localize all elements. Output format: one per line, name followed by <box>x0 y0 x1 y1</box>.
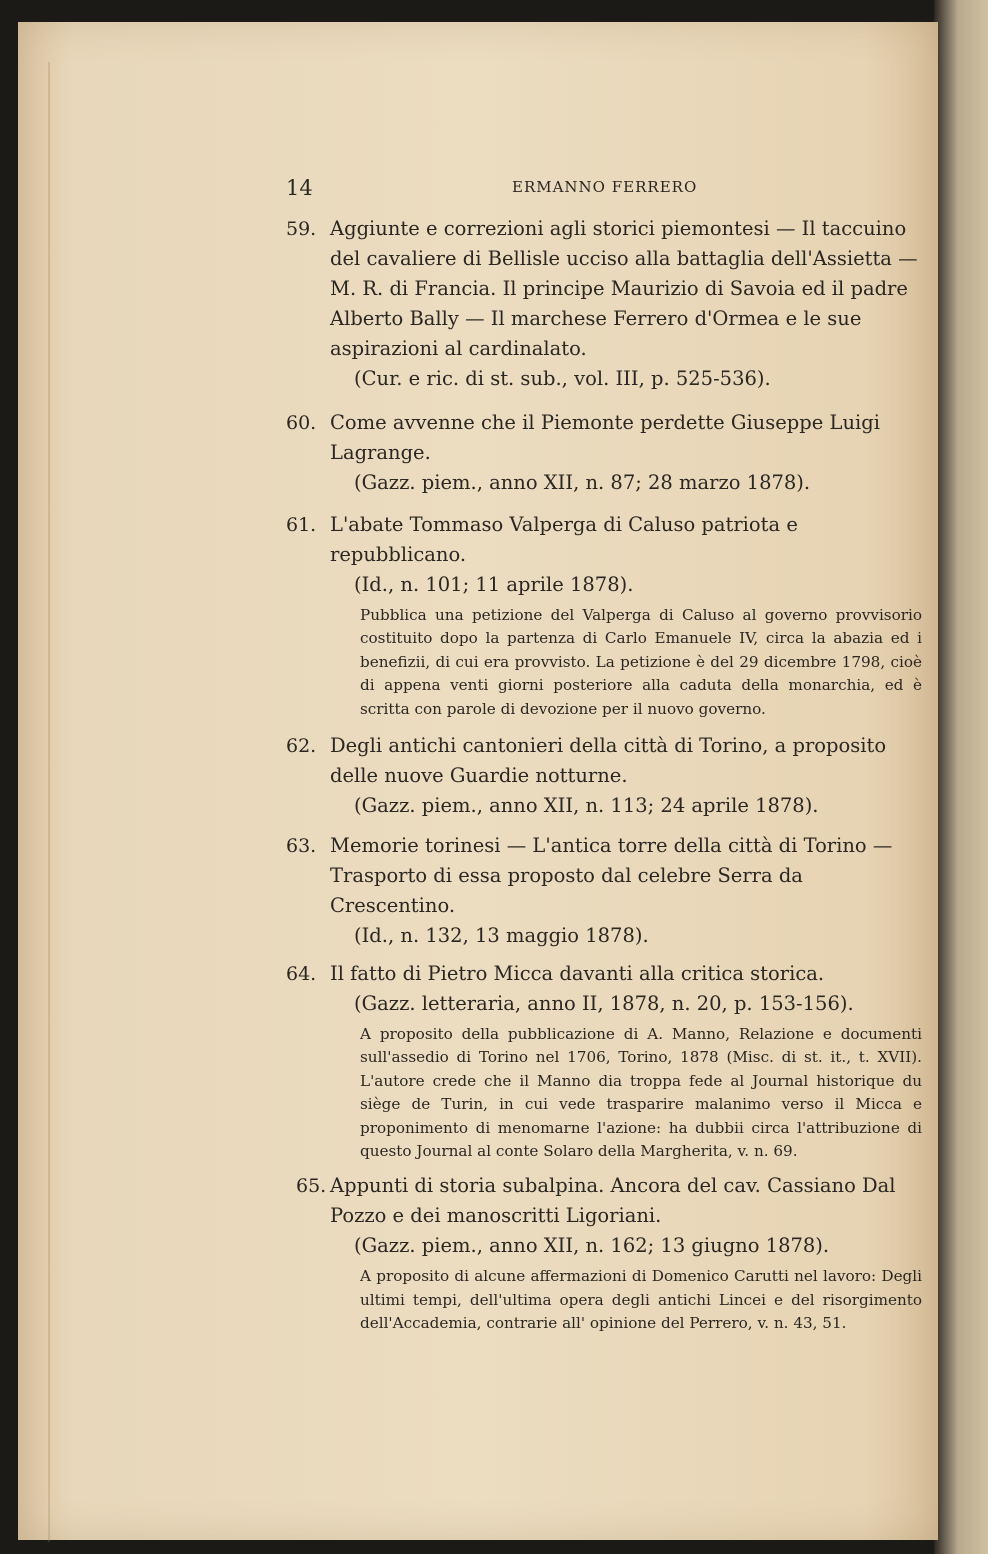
page-text <box>286 170 922 1336</box>
bibliography-entry <box>286 510 922 721</box>
entry-title: Come avvenne che il Piemonte perdette Giuseppe Luigi Lagrange. <box>330 411 880 464</box>
entry-title: Appunti di storia subalpina. Ancora del cav. Cassiano Dal Pozzo e dei manoscritti Ligoriani. <box>330 1174 896 1228</box>
entry-title: Il fatto di Pietro Micca davanti alla critica storica. <box>330 962 825 986</box>
entry-number: 64. <box>286 963 317 986</box>
entry-source: (Gazz. piem., anno XII, n. 87; 28 marzo 1878). <box>354 471 811 494</box>
entry-note: A proposito di alcune affermazioni di Domenico Carutti nel lavoro: Degli ultimi tempi, dell'ultima opera degli antichi Lincei e del risorgimento dell'Accademia, contrarie all' opinione del Perrero, v. n. 43, 51. <box>360 1267 922 1333</box>
running-title: ERMANNO FERRERO <box>512 178 698 196</box>
entry-number: 63. <box>286 835 317 858</box>
page-number: 14 <box>286 176 313 200</box>
entry-number: 60. <box>286 412 317 434</box>
entry-note: A proposito della pubblicazione di A. Manno, Relazione e documenti sull'assedio di Torino nel 1706, Torino, 1878 (Misc. di st. it., t. XVII). L'autore crede che il Manno dia troppa fede al Journal historique du siège de Turin, in cui vede trasparire malanimo verso il Micca e proponimento di menomarne l'azione: ha dubbii circa l'attribuzione di questo Journal al conte Solaro della Margherita, v. n. 69. <box>360 1025 922 1161</box>
entry-title: Aggiunte e correzioni agli storici piemontesi — Il taccuino del cavaliere di Bellisle ucciso alla battaglia dell'Assietta — M. R. di Francia. Il principe Maurizio di Savoia ed il padre Alberto Bally — Il marchese Ferrero d'Ormea e le sue aspirazioni al cardinalato. <box>330 217 918 360</box>
entry-source: (Gazz. letteraria, anno II, 1878, n. 20, p. 153-156). <box>354 992 854 1016</box>
entry-title: Degli antichi cantonieri della città di Torino, a proposito delle nuove Guardie notturne. <box>330 734 887 788</box>
bibliography-entry <box>286 731 922 821</box>
bibliography-entry <box>286 831 922 951</box>
entry-source: (Gazz. piem., anno XII, n. 113; 24 aprile 1878). <box>354 794 819 818</box>
bibliography-entry <box>286 214 922 394</box>
gutter-shadow <box>48 62 50 1542</box>
page-header <box>286 170 922 210</box>
entry-title: L'abate Tommaso Valperga di Caluso patriota e repubblicano. <box>330 513 798 566</box>
bibliography-entry <box>286 959 922 1163</box>
entry-source: (Gazz. piem., anno XII, n. 162; 13 giugno 1878). <box>354 1234 830 1258</box>
entry-source: (Cur. e ric. di st. sub., vol. III, p. 525-536). <box>354 367 771 390</box>
adjacent-page-edge <box>934 0 988 1554</box>
entry-source: (Id., n. 101; 11 aprile 1878). <box>354 573 634 596</box>
entry-title: Memorie torinesi — L'antica torre della città di Torino — Trasporto di essa proposto dal celebre Serra da Crescentino. <box>330 834 893 918</box>
bibliography-entry <box>286 1171 922 1335</box>
bibliography-entry <box>286 408 922 498</box>
entry-note: Pubblica una petizione del Valperga di Caluso al governo provvisorio costituito dopo la partenza di Carlo Emanuele IV, circa la abazia ed i benefizii, di cui era provvisto. La petizione è del 29 dicembre 1798, cioè di appena venti giorni posteriore alla caduta della monarchia, ed è scritta con parole di devozione per il nuovo governo. <box>360 606 922 718</box>
entry-number: 61. <box>286 514 317 536</box>
entry-number: 62. <box>286 735 317 758</box>
entry-number: 59. <box>286 218 317 240</box>
entry-number: 65. <box>296 1175 327 1198</box>
entry-source: (Id., n. 132, 13 maggio 1878). <box>354 924 649 948</box>
